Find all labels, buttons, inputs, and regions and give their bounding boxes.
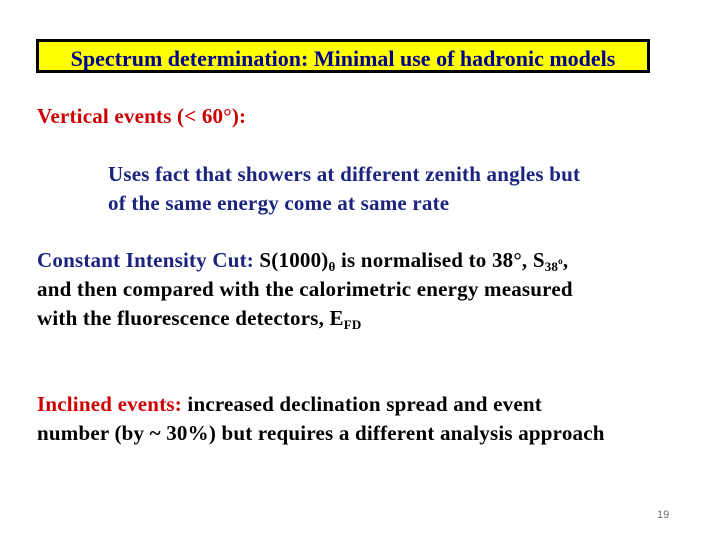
cic-s1000-text: S(1000) (259, 248, 329, 272)
cic-line-2: and then compared with the calorimetric energy measured (37, 277, 573, 301)
cic-degree-sup: o (558, 256, 563, 266)
cic-comma: , (562, 248, 569, 272)
vertical-events-heading: Vertical events (< 60°): (37, 104, 247, 128)
cic-s1000 (259, 248, 335, 272)
cic-sub-38 (544, 256, 563, 274)
cic-fd-sub: FD (343, 317, 362, 332)
slide-title: Spectrum determination: Minimal use of hadronic models (70, 46, 616, 71)
inclined-label: Inclined events: (37, 392, 182, 416)
slide-title-box (36, 39, 650, 73)
slide-number: 19 (657, 509, 670, 521)
cic-line-1 (37, 248, 568, 273)
inclined-line-2: number (by ~ 30%) but requires a different analysis approach (37, 421, 605, 445)
cic-label: Constant Intensity Cut: (37, 248, 254, 272)
cic-sub-38-text: 38 (544, 259, 559, 274)
cic-theta-sub: θ (328, 259, 336, 274)
cic-line-3-text: with the fluorescence detectors, E (37, 306, 344, 330)
inclined-line-1 (37, 392, 542, 417)
cic-normalised: is normalised to 38°, S (340, 248, 545, 272)
vertical-events-line-1: Uses fact that showers at different zenith angles but (108, 162, 581, 186)
cic-line-3 (37, 306, 361, 331)
inclined-line-1-rest: increased declination spread and event (187, 392, 542, 416)
vertical-events-line-2: of the same energy come at same rate (108, 191, 450, 215)
